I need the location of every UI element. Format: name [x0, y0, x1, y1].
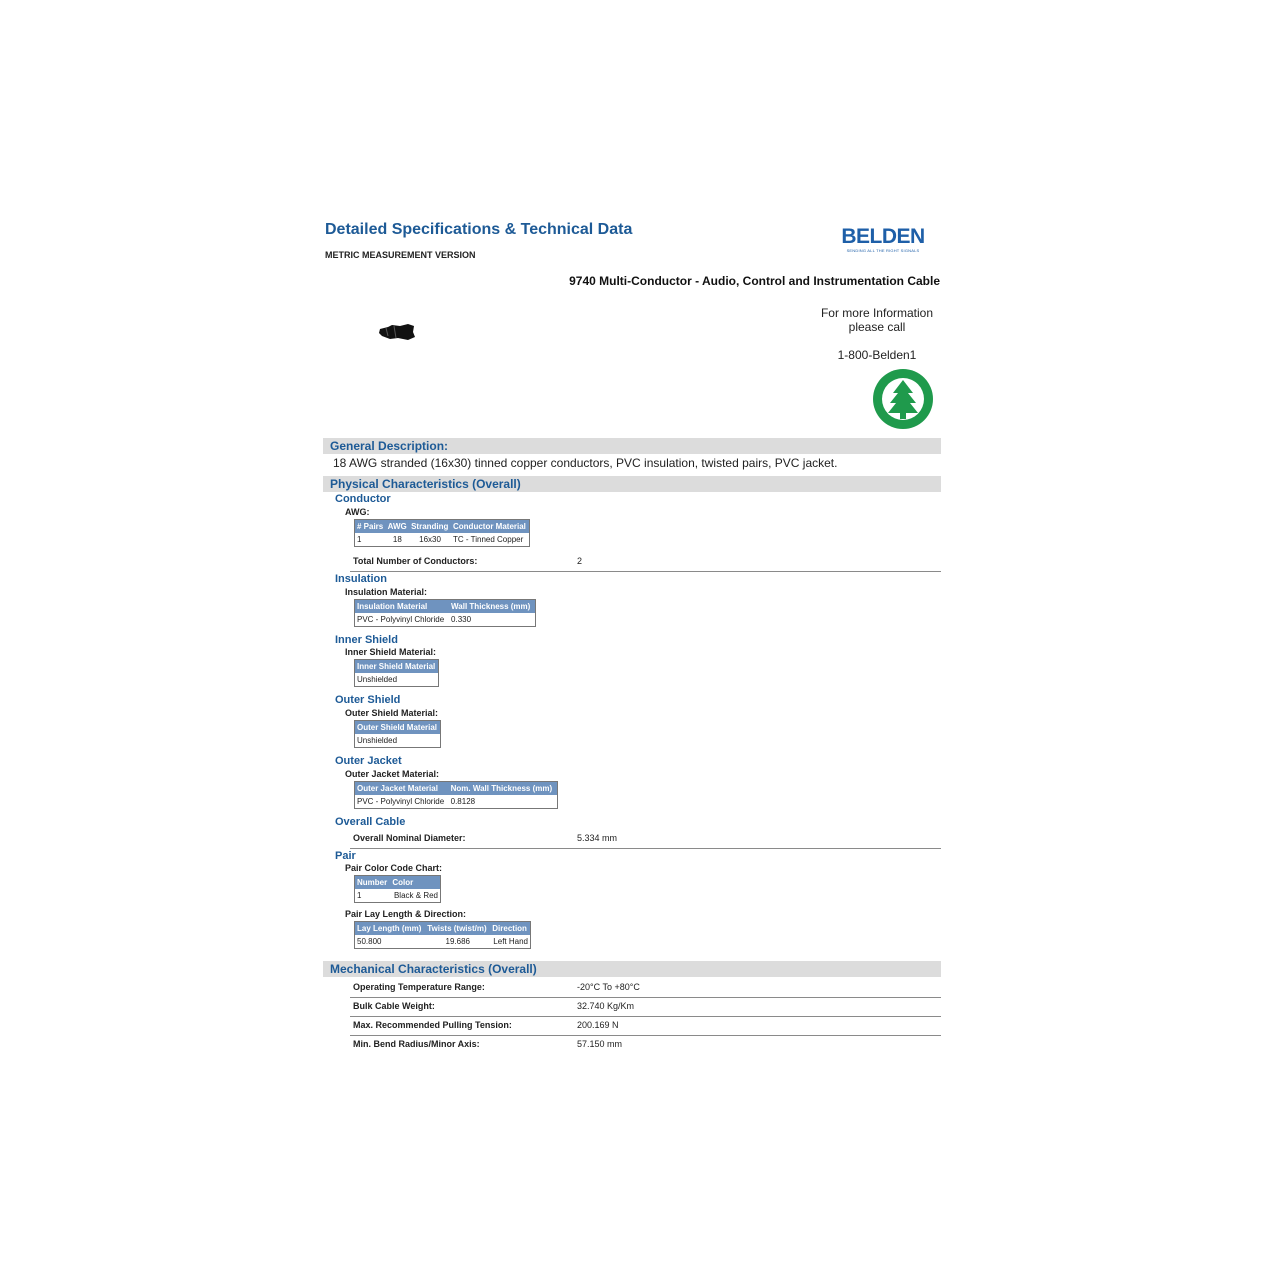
insulation-heading: Insulation	[335, 573, 387, 585]
table-row	[355, 889, 441, 903]
outer-shield-table	[354, 720, 441, 748]
product-title: 9740 Multi-Conductor - Audio, Control and Instrumentation Cable	[569, 274, 940, 288]
divider	[350, 848, 941, 849]
table-cell: Unshielded	[357, 675, 398, 684]
logo-tagline: SENDING ALL THE RIGHT SIGNALS	[846, 248, 920, 253]
table-cell: Unshielded	[357, 736, 398, 745]
physical-characteristics-band	[323, 476, 941, 492]
insulation-material-label: Insulation Material:	[345, 587, 428, 597]
inner-shield-material-label: Inner Shield Material:	[345, 647, 437, 657]
inner-shield-heading: Inner Shield	[335, 634, 398, 646]
bulk-cable-weight-value: 32.740 Kg/Km	[577, 1001, 635, 1011]
bend-radius-value: 57.150 mm	[577, 1039, 623, 1049]
table-cell: 50.800	[357, 937, 382, 946]
insulation-table	[354, 599, 536, 627]
table-header: Direction	[490, 922, 530, 936]
table-header: Number	[355, 876, 391, 890]
document-subtitle: METRIC MEASUREMENT VERSION	[325, 250, 476, 260]
outer-shield-material-label: Outer Shield Material:	[345, 708, 439, 718]
general-description-band	[323, 438, 941, 454]
inner-shield-table	[354, 659, 439, 687]
table-row	[355, 533, 530, 547]
pair-color-chart-label: Pair Color Code Chart:	[345, 863, 443, 873]
table-row	[355, 613, 536, 627]
table-header: Outer Jacket Material	[355, 782, 449, 796]
table-cell: 1	[357, 891, 362, 900]
bulk-cable-weight-label: Bulk Cable Weight:	[353, 1001, 435, 1011]
table-header: Stranding	[409, 520, 451, 534]
overall-diameter-label: Overall Nominal Diameter:	[353, 833, 466, 843]
mechanical-characteristics-band	[323, 961, 941, 977]
table-row	[355, 673, 439, 687]
overall-diameter-value: 5.334 mm	[577, 833, 618, 843]
table-cell: 0.330	[451, 615, 472, 624]
table-row	[355, 734, 441, 748]
outer-jacket-table	[354, 781, 558, 809]
operating-temperature-value: -20°C To +80°C	[577, 982, 640, 992]
belden-logo	[838, 226, 928, 253]
table-cell: 1	[357, 535, 362, 544]
table-header: AWG	[386, 520, 409, 534]
table-header: Conductor Material	[451, 520, 530, 534]
total-conductors-label: Total Number of Conductors:	[353, 556, 478, 566]
table-cell: PVC - Polyvinyl Chloride	[357, 615, 445, 624]
table-row	[355, 935, 531, 949]
table-header: Twists (twist/m)	[425, 922, 490, 936]
general-description-heading: General Description:	[330, 439, 449, 453]
rohs-tree-icon	[871, 367, 935, 431]
table-cell: Black & Red	[393, 891, 438, 900]
pair-color-table	[354, 875, 441, 903]
table-header: Wall Thickness (mm)	[449, 600, 535, 614]
table-header: Color	[390, 876, 440, 890]
table-header: # Pairs	[355, 520, 386, 534]
table-row	[355, 795, 558, 809]
phone-number: 1-800-Belden1	[837, 348, 917, 362]
conductor-heading: Conductor	[335, 493, 391, 505]
info-line-2: please call	[848, 320, 906, 334]
table-header: Inner Shield Material	[355, 660, 439, 674]
operating-temperature-label: Operating Temperature Range:	[353, 982, 485, 992]
bend-radius-label: Min. Bend Radius/Minor Axis:	[353, 1039, 480, 1049]
outer-shield-heading: Outer Shield	[335, 694, 401, 706]
total-conductors-value: 2	[577, 556, 583, 566]
overall-cable-heading: Overall Cable	[335, 816, 406, 828]
outer-jacket-heading: Outer Jacket	[335, 755, 402, 767]
table-cell: 16x30	[419, 535, 441, 544]
pair-lay-length-label: Pair Lay Length & Direction:	[345, 909, 467, 919]
pulling-tension-value: 200.169 N	[577, 1020, 619, 1030]
table-header: Lay Length (mm)	[355, 922, 426, 936]
table-cell: 18	[392, 535, 402, 544]
document-title: Detailed Specifications & Technical Data	[325, 221, 633, 238]
physical-characteristics-heading: Physical Characteristics (Overall)	[330, 477, 521, 491]
conductor-table	[354, 519, 530, 547]
table-cell: PVC - Polyvinyl Chloride	[357, 797, 445, 806]
outer-jacket-material-label: Outer Jacket Material:	[345, 769, 440, 779]
divider	[350, 1016, 941, 1017]
table-header: Outer Shield Material	[355, 721, 441, 735]
table-header: Insulation Material	[355, 600, 450, 614]
divider	[350, 1035, 941, 1036]
divider	[350, 997, 941, 998]
pair-heading: Pair	[335, 850, 356, 862]
pulling-tension-label: Max. Recommended Pulling Tension:	[353, 1020, 512, 1030]
table-cell: 0.8128	[450, 797, 476, 806]
divider	[350, 571, 941, 572]
table-cell: Left Hand	[493, 937, 528, 946]
table-cell: 19.686	[445, 937, 470, 946]
logo-word: BELDEN	[841, 225, 925, 248]
table-header: Nom. Wall Thickness (mm)	[449, 782, 558, 796]
rohs-compliant-badge	[871, 367, 935, 436]
mechanical-characteristics-heading: Mechanical Characteristics (Overall)	[330, 962, 537, 976]
table-cell: TC - Tinned Copper	[453, 535, 524, 544]
cable-image	[378, 322, 416, 347]
awg-label: AWG:	[345, 507, 370, 517]
general-description-text: 18 AWG stranded (16x30) tinned copper conductors, PVC insulation, twisted pairs, PVC jacket.	[333, 456, 838, 470]
info-line-1: For more Information	[820, 306, 934, 320]
pair-lay-table	[354, 921, 531, 949]
contact-info	[810, 306, 944, 334]
